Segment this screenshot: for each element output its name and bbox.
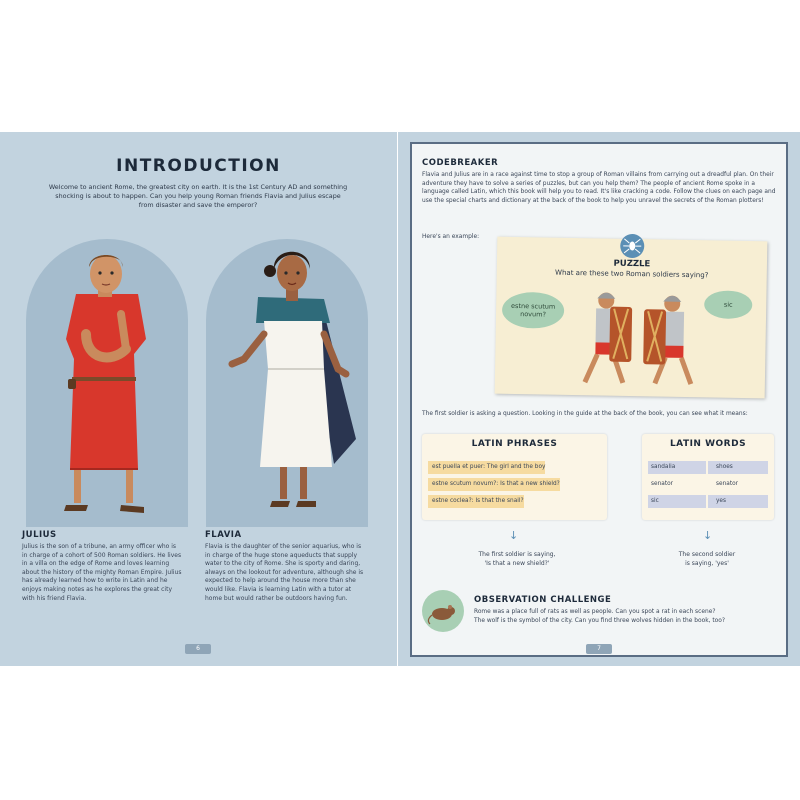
codebreaker-heading: CODEBREAKER (422, 158, 499, 168)
note-second-line2: is saying, 'yes' (685, 560, 729, 567)
note-first-line2: 'Is that a new shield?' (484, 560, 550, 567)
phrase-latin: est puella et puer: (432, 464, 486, 470)
phrase-english: Is that a new shield? (500, 481, 560, 487)
phrase-latin: estne scutum novum?: (432, 481, 499, 487)
phrase-row (428, 478, 560, 491)
note-first-line1: The first soldier is saying, (478, 551, 556, 558)
flavia-name: FLAVIA (205, 530, 242, 540)
right-page (398, 132, 800, 666)
flavia-description: Flavia is the daughter of the senior aquarius, who is in charge of the huge stone aqueducts that supply water to the city of Rome. She is sporty and daring, always on the lookout for adventure, although she is expected to help around the house more than she would like. Flavia is learning Latin with a tutor at home but would rather be outdoors having fun. (205, 543, 364, 602)
word-english: senator (716, 481, 739, 487)
phrase-english: Is that the snail? (475, 498, 524, 504)
book-spread (0, 132, 800, 666)
julius-illustration (26, 239, 188, 527)
phrase-row (428, 495, 524, 508)
flavia-illustration (206, 239, 368, 527)
rat-icon (422, 590, 464, 632)
word-english: shoes (708, 461, 768, 474)
word-latin: sandalia (648, 461, 706, 474)
phrase-latin: estne coclea?: (432, 498, 474, 504)
word-latin: sic (648, 495, 706, 508)
word-english: yes (708, 495, 768, 508)
word-row (648, 478, 768, 491)
latin-phrases-box (422, 434, 607, 520)
bubble-left-text: estne scutum novum? (511, 301, 556, 319)
page-number: 6 (185, 644, 211, 654)
note-first-soldier (452, 550, 582, 568)
intro-paragraph: Welcome to ancient Rome, the greatest city on earth. It is the 1st Century AD and something shocking is about to happen. Can you help young Roman friends Flavia and Julius escape from disaster and save the emperor? (48, 183, 348, 209)
example-label: Here's an example: (422, 234, 480, 240)
page-title: INTRODUCTION (116, 156, 281, 176)
latin-words-box (642, 434, 774, 520)
latin-words-title: LATIN WORDS (669, 439, 747, 449)
word-row (648, 495, 768, 508)
speech-bubble-right (704, 290, 752, 319)
observation-title: OBSERVATION CHALLENGE (474, 595, 612, 605)
spider-badge-icon (620, 234, 644, 258)
puzzle-title: PUZZLE (613, 258, 651, 270)
observation-line-2: The wolf is the symbol of the city. Can you find three wolves hidden in the book, too? (474, 618, 726, 624)
julius-description: Julius is the son of a tribune, an army officer who is in charge of a cohort of 500 Roman soldiers. He lives in a villa on the edge of Rome and loves learning about the history of the mighty Roman Empire. Julius has already learned how to write in Latin and he enjoys making notes as he explores the great city with his friend Flavia. (22, 543, 182, 602)
down-arrow-icon: ↓ (703, 529, 713, 542)
latin-phrases-title: LATIN PHRASES (471, 439, 558, 449)
phrase-row (428, 461, 545, 474)
puzzle-card (495, 237, 768, 399)
bubble-right-text: sic (723, 300, 733, 309)
puzzle-question: What are these two Roman soldiers saying? (555, 268, 709, 280)
codebreaker-panel (410, 142, 788, 657)
word-row (648, 461, 768, 474)
down-arrow-icon: ↓ (509, 529, 519, 542)
phrase-english: The girl and the boy (486, 464, 546, 470)
word-latin: senator (651, 481, 674, 487)
julius-name: JULIUS (22, 530, 57, 540)
codebreaker-intro: Flavia and Julius are in a race against time to stop a group of Roman villains from carrying out a dreadful plan. On their adventure they have to solve a series of puzzles, but can you help them? The people of ancient Rome spoke in a language called Latin, which this book will help you to read. It's like cracking a code. Follow the clues on each page and use the special charts and dictionary at the back of the book to help you unravel the secrets of the Roman plotters! (422, 172, 776, 204)
left-page (0, 132, 397, 666)
speech-bubble-left (502, 292, 565, 329)
note-second-soldier (652, 550, 762, 568)
note-second-line1: The second soldier (678, 551, 736, 558)
page-number: 7 (586, 644, 612, 654)
observation-line-1: Rome was a place full of rats as well as people. Can you spot a rat in each scene? (474, 609, 716, 615)
explain-text: The first soldier is asking a question. Looking in the guide at the back of the book, you can see what it means: (422, 411, 748, 417)
roman-soldiers-illustration (567, 286, 709, 393)
